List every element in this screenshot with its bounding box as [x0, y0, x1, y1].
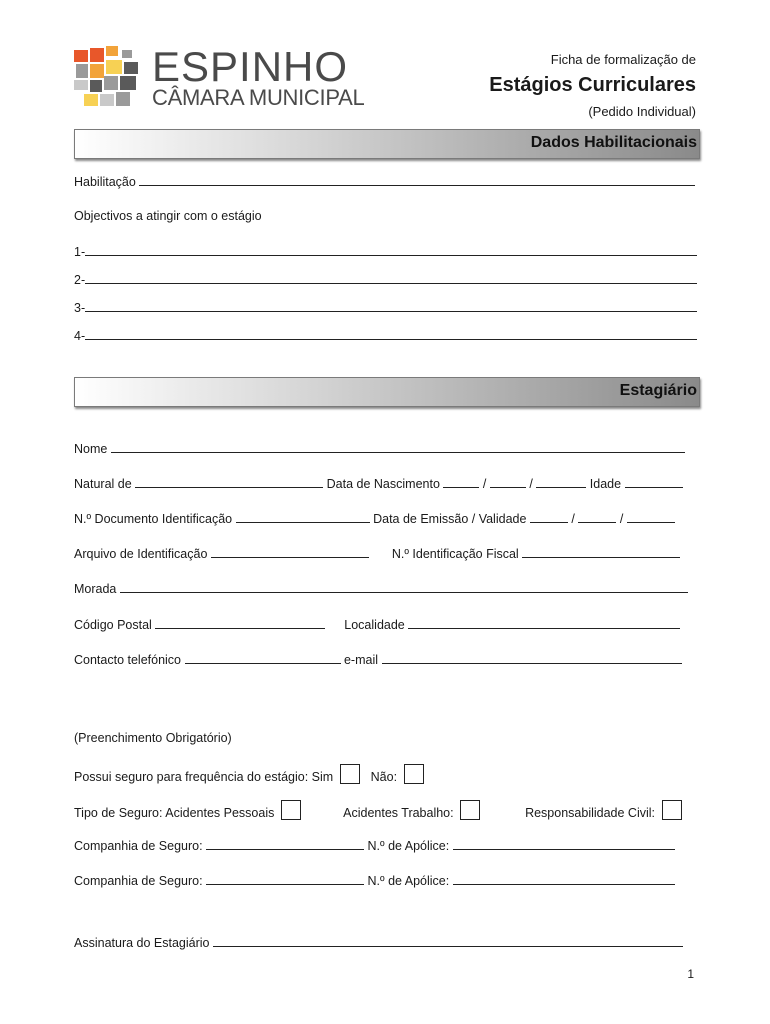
section-band-estagiario — [74, 377, 700, 407]
logo-title: ESPINHO — [152, 43, 349, 90]
date-separator: / — [482, 477, 487, 491]
apolice-label: N.º de Apólice: — [367, 874, 450, 888]
arquivo-label: Arquivo de Identificação — [74, 547, 208, 561]
natural-row — [74, 475, 683, 491]
apolice-field[interactable] — [453, 837, 675, 850]
objective-number: 3- — [74, 301, 86, 315]
nascimento-label: Data de Nascimento — [326, 477, 440, 491]
nao-label: Não: — [370, 770, 398, 784]
objective-row — [74, 327, 697, 343]
objective-row — [74, 271, 697, 287]
companhia-label: Companhia de Seguro: — [74, 839, 203, 853]
apolice-field[interactable] — [453, 872, 675, 885]
email-label: e-mail — [343, 653, 379, 667]
form-caption: Ficha de formalização de — [550, 52, 696, 67]
objective-field[interactable] — [85, 299, 697, 312]
acidentes-trabalho-checkbox[interactable] — [460, 800, 480, 820]
objective-row — [74, 243, 697, 259]
contacto-field[interactable] — [185, 651, 341, 664]
documento-field[interactable] — [236, 510, 370, 523]
morada-field[interactable] — [120, 580, 688, 593]
section-heading: Dados Habilitacionais — [530, 134, 697, 151]
birth-month-field[interactable] — [490, 475, 526, 488]
emissao-day-field[interactable] — [530, 510, 568, 523]
seguro-row — [74, 764, 424, 786]
nif-field[interactable] — [522, 545, 680, 558]
nome-row — [74, 440, 685, 456]
idade-field[interactable] — [625, 475, 683, 488]
page-number: 1 — [687, 967, 694, 981]
habilitacao-field[interactable] — [139, 173, 695, 186]
objectivos-label: Objectivos a atingir com o estágio — [74, 209, 262, 223]
natural-field[interactable] — [135, 475, 323, 488]
contacto-label: Contacto telefónico — [74, 653, 182, 667]
morada-label: Morada — [74, 582, 117, 596]
logo-subtitle: CÂMARA MUNICIPAL — [152, 85, 365, 110]
nif-label: N.º Identificação Fiscal — [391, 547, 519, 561]
localidade-label: Localidade — [344, 618, 405, 632]
companhia-row — [74, 872, 675, 888]
assinatura-field[interactable] — [213, 934, 683, 947]
emissao-month-field[interactable] — [578, 510, 616, 523]
objective-number: 1- — [74, 245, 86, 259]
objective-row — [74, 299, 697, 315]
section-band-habilitacionais — [74, 129, 700, 159]
documento-label: N.º Documento Identificação — [74, 512, 233, 526]
arquivo-row — [74, 545, 680, 561]
acidentes-trabalho-label: Acidentes Trabalho: — [343, 806, 454, 820]
objective-field[interactable] — [85, 271, 697, 284]
logo-tiles-icon — [74, 46, 146, 112]
nao-checkbox[interactable] — [404, 764, 424, 784]
tipo-seguro-row — [74, 800, 682, 822]
codigo-postal-row — [74, 616, 680, 632]
objective-field[interactable] — [85, 243, 697, 256]
localidade-field[interactable] — [408, 616, 680, 629]
assinatura-label: Assinatura do Estagiário — [74, 936, 210, 950]
objective-field[interactable] — [85, 327, 697, 340]
birth-year-field[interactable] — [536, 475, 586, 488]
objective-number: 4- — [74, 329, 86, 343]
tipo-seguro-label: Tipo de Seguro: Acidentes Pessoais — [74, 806, 275, 820]
birth-day-field[interactable] — [443, 475, 479, 488]
morada-row — [74, 580, 688, 596]
responsabilidade-civil-checkbox[interactable] — [662, 800, 682, 820]
form-title: Estágios Curriculares — [489, 74, 696, 96]
habilitacao-label: Habilitação — [74, 175, 136, 189]
form-subtitle: (Pedido Individual) — [588, 104, 696, 119]
emissao-label: Data de Emissão / Validade — [373, 512, 527, 526]
codigo-postal-label: Código Postal — [74, 618, 152, 632]
date-separator: / — [571, 512, 575, 526]
date-separator: / — [619, 512, 624, 526]
date-separator: / — [529, 477, 533, 491]
objective-number: 2- — [74, 273, 86, 287]
responsabilidade-civil-label: Responsabilidade Civil: — [525, 806, 656, 820]
nome-field[interactable] — [111, 440, 685, 453]
documento-row — [74, 510, 675, 526]
obrigatorio-note: (Preenchimento Obrigatório) — [74, 731, 232, 745]
apolice-label: N.º de Apólice: — [367, 839, 450, 853]
codigo-postal-field[interactable] — [155, 616, 325, 629]
nome-label: Nome — [74, 442, 108, 456]
contacto-row — [74, 651, 682, 667]
companhia-row — [74, 837, 675, 853]
companhia-field[interactable] — [206, 837, 364, 850]
email-field[interactable] — [382, 651, 682, 664]
natural-label: Natural de — [74, 477, 132, 491]
companhia-label: Companhia de Seguro: — [74, 874, 203, 888]
acidentes-pessoais-checkbox[interactable] — [281, 800, 301, 820]
sim-checkbox[interactable] — [340, 764, 360, 784]
habilitacao-row — [74, 173, 695, 189]
section-heading: Estagiário — [619, 382, 697, 399]
seguro-question: Possui seguro para frequência do estágio: Sim — [74, 770, 334, 784]
emissao-year-field[interactable] — [627, 510, 675, 523]
assinatura-row — [74, 934, 683, 950]
arquivo-field[interactable] — [211, 545, 369, 558]
companhia-field[interactable] — [206, 872, 364, 885]
idade-label: Idade — [589, 477, 622, 491]
